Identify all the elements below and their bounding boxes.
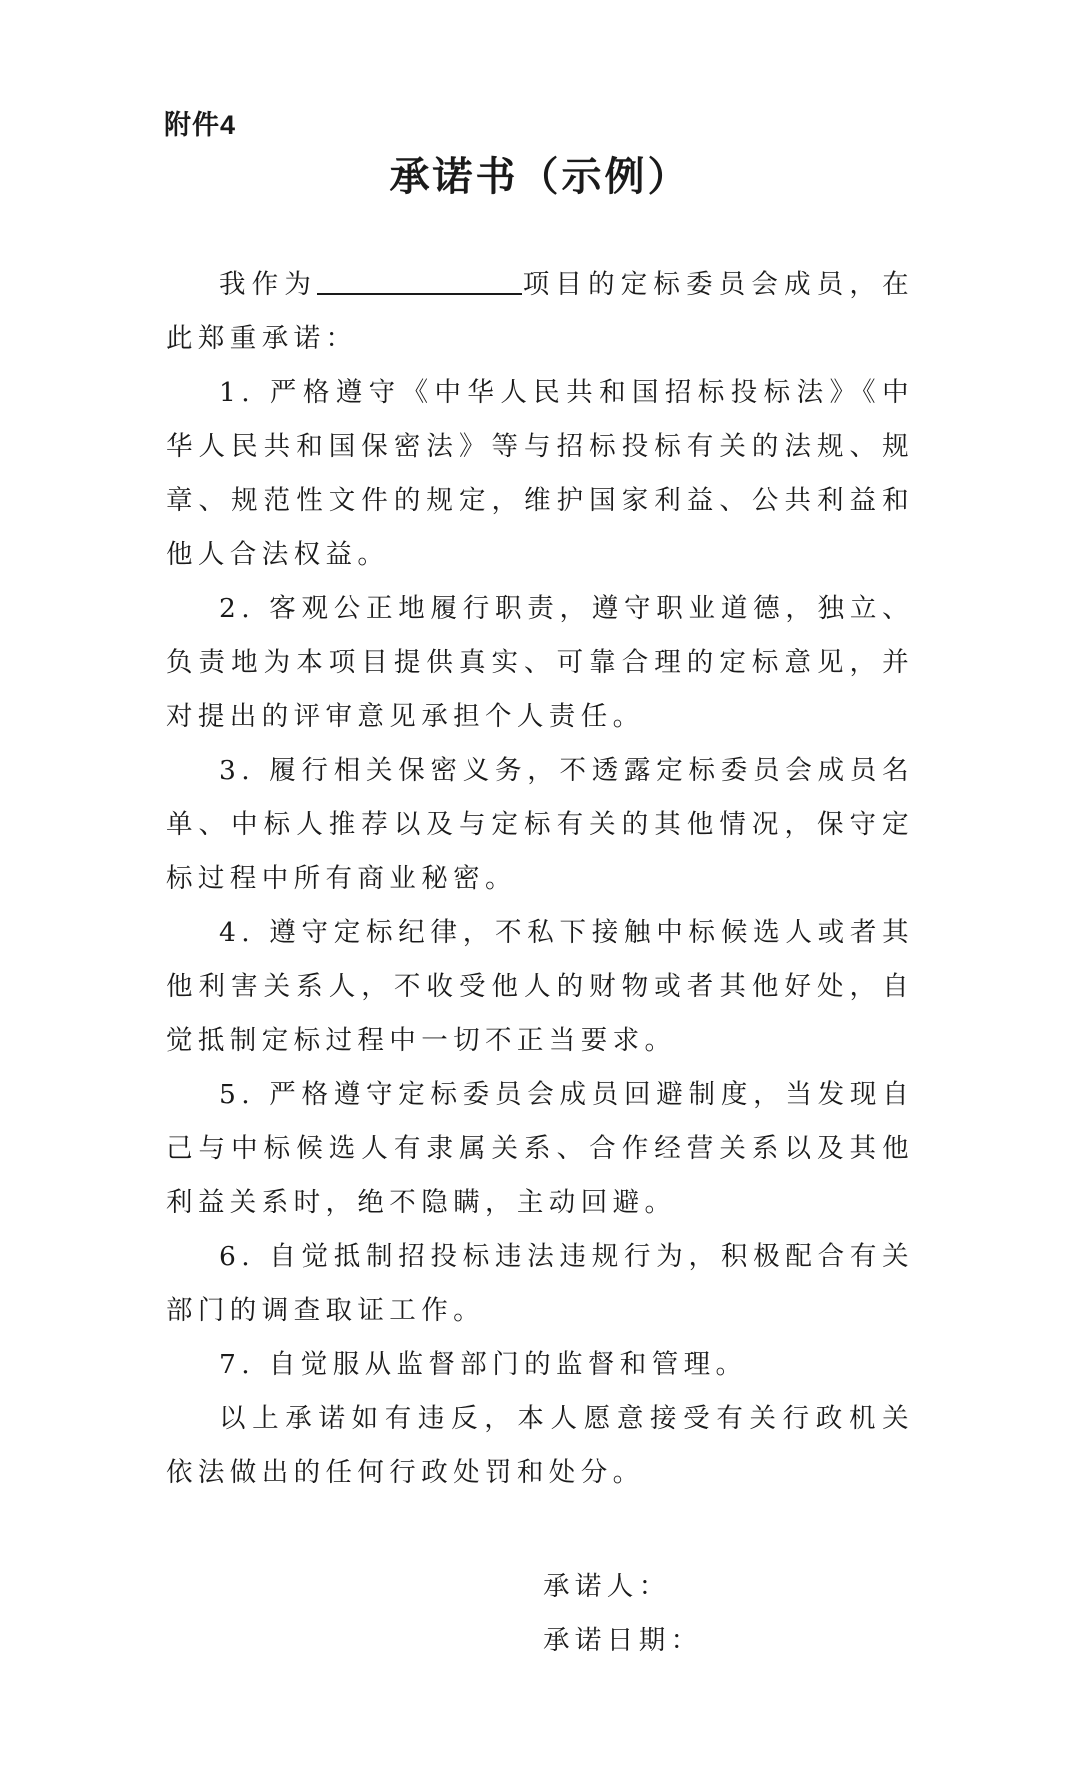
intro-text-after: 项目的定标委员会成员，在此郑重承诺： [166,269,914,354]
closing-paragraph: 以上承诺如有违反，本人愿意接受有关行政机关依法做出的任何行政处罚和处分。 [166,1403,914,1488]
attachment-label: 附件4 [164,110,237,140]
intro-text-before: 我作为 [219,269,317,300]
project-name-blank [317,263,522,295]
pledge-item-6: 6. 自觉抵制招投标违法违规行为，积极配合有关部门的调查取证工作。 [166,1241,914,1326]
pledge-item-5: 5. 严格遵守定标委员会成员回避制度，当发现自己与中标候选人有隶属关系、合作经营关系以及其他利益关系时，绝不隐瞒，主动回避。 [166,1079,914,1218]
document-title: 承诺书（示例） [389,155,691,199]
pledge-item-1: 1. 严格遵守《中华人民共和国招标投标法》《中华人民共和国保密法》等与招标投标有关的法规、规章、规范性文件的规定，维护国家利益、公共利益和他人合法权益。 [166,377,914,570]
intro-paragraph [166,258,914,366]
date-label: 承诺日期： [543,1625,703,1656]
signer-label: 承诺人： [543,1571,671,1602]
pledge-item-2: 2. 客观公正地履行职责，遵守职业道德，独立、负责地为本项目提供真实、可靠合理的定标意见，并对提出的评审意见承担个人责任。 [166,593,914,732]
pledge-item-4: 4. 遵守定标纪律，不私下接触中标候选人或者其他利害关系人，不收受他人的财物或者其他好处，自觉抵制定标过程中一切不正当要求。 [166,917,914,1056]
signature-block [543,1560,703,1668]
pledge-item-3: 3. 履行相关保密义务，不透露定标委员会成员名单、中标人推荐以及与定标有关的其他情况，保守定标过程中所有商业秘密。 [166,755,914,894]
pledge-body [166,258,914,1500]
pledge-item-7: 7. 自觉服从监督部门的监督和管理。 [219,1349,748,1380]
